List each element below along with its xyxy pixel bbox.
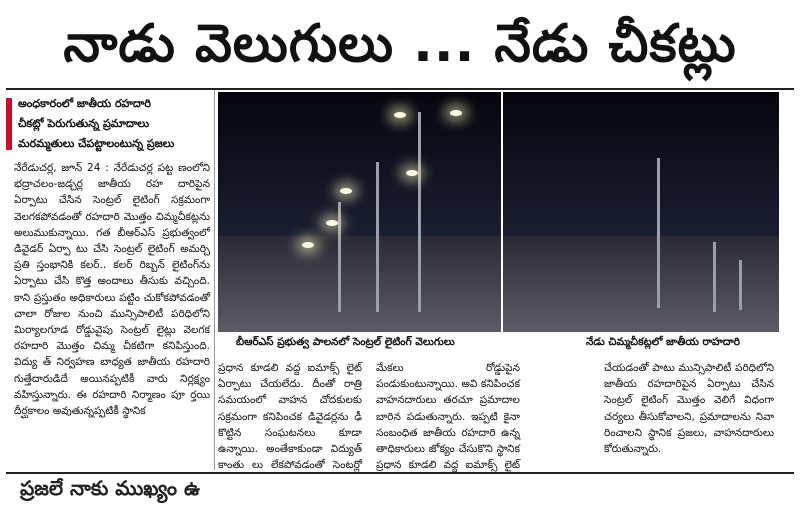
street-pole: [739, 260, 742, 310]
article-column-2-text: ప్రధాన కూడలి వద్ద ఐమాక్స్ లైట్ ఏర్పాటు చేయలేదు. దీంతో రాత్రి సమయంలో వాహన చోదకులకు సక్రమంగా కనిపించక డివైడర్లను ఢీ కొట్టిన సంఘటనలు కూడా ఉన్నాయి. అంతేకాకుండా విద్యుత్ కాంతు లు లేకపోవడంతో సెంటర్లో: [218, 362, 362, 472]
article-column-4-text: చేయడంతో పాటు మున్సిపాలిటీ పరిధిలోని జాతీయ రహదారిపైన ఏర్పాటు చేసిన సెంట్రల్ లైటింగ్ మొత్తం వెలిగే విధంగా చర్యలు తీసుకోవాలని, ప్రమాదాలను నివా రించాలని స్థానిక ప్రజలు, వాహనదారులు కోరుతున్నారు.: [604, 362, 774, 456]
article-column-4: [604, 360, 774, 470]
photo1-caption: బీఆర్ఎస్ ప్రభుత్వ పాలనలో సెంట్రల్ లైటింగ్ వెలుగులు: [236, 336, 455, 348]
photo-sky: [503, 92, 779, 236]
article-column-1-text: నేరేడుచర్ల, జూన్ 24 : నేరేడుచర్ల పట్ట ణంలోని భద్రాచలం-జడ్చర్ల జాతీయ రహ దారిపైన ఏర్పాటు చేసిన సెంట్రల్ లైటింగ్ సక్రమంగా వెలగకపోవడంతో రహదారి మొత్తం చిమ్మచీకట్లను అలుముకున్నాయి. గత బీఆర్ఎస్ ప్రభుత్వంలో డివైడర్ ఏర్పా టు చేసి సెంట్రల్ లైటింగ్ అమర్చి ప్రతి స్తంభానికి కలర్.. కలర్ రిబ్బన్ లైటింగ్‌ను ఏర్పాటు చేసి కొత్త అందాలు తీసుకు వచ్చింది. కాని ప్రస్తుతం అధికారులు పట్టిం చుకోకపోవడంతో చాలా రోజుల నుంచి మున్సిపాలిటీ పరిధిలోని మిర్యాలగూడ రోడ్డువైపు సెంట్రల్ లైట్లు వెలగక రహదారి మొత్తం చిమ్మ చీకటిగా కనిపిస్తుంది. విద్యు త్ నిర్వహణ బాధ్యత జాతీయ రహదారి గుత్తేదారుడిదే అయినప్పటికీ వారు నిర్లక్ష్యం వహిస్తున్నారు. ఈ రహదారి నిర్మాణం పూ ర్తయి దీర్ఘకాలం అవుతున్నప్పటికీ స్థానిక: [14, 162, 210, 418]
street-pole: [376, 162, 379, 312]
subhead-line-1: అంధకారంలో జాతీయ రహదారి: [18, 97, 151, 110]
street-lamp: [326, 220, 338, 226]
photo2-caption: నేడు చిమ్మచీకట్లలో జాతీయ రాహదారి: [586, 336, 740, 348]
subhead: [18, 94, 214, 154]
next-article-headline-fragment: ప్రజలే నాకు ముఖ్యం ఉ: [20, 476, 200, 500]
article-column-3: [376, 360, 520, 470]
article-column-3-text: మేకలు రోడ్డుపైన పండుకుంటున్నాయి. అవి కనిపించక వాహనదారులు తరచూ ప్రమాదాల బారిన పడుతున్నారు. ఇప్పటి కైనా సంబంధిత జాతీయ రహదారి ఉన్న తాధికారులు జోక్యం చేసుకొని స్థానిక ప్రధాన కూడలి వద్ద ఐమాక్స్ లైట్: [376, 362, 520, 472]
street-pole: [418, 112, 421, 312]
street-pole: [657, 158, 660, 308]
subhead-accent-bar: [6, 98, 12, 150]
street-lamp: [302, 242, 314, 248]
street-pole: [713, 242, 716, 312]
article-column-2: [218, 360, 362, 470]
photo-road: [218, 236, 501, 332]
article-column-1: [14, 160, 210, 468]
photo-lit-road: [218, 92, 501, 332]
headline: నాడు వెలుగులు ... నేడు చీకట్లు: [63, 14, 737, 74]
street-lamp: [450, 110, 462, 116]
next-article-strip: [0, 474, 800, 500]
street-lamp: [340, 188, 352, 194]
headline-rule: [6, 88, 794, 90]
street-lamp: [394, 112, 406, 118]
subhead-line-2: చీకట్లో పెరుగుతున్న ప్రమాదాలు: [18, 117, 150, 130]
subhead-line-3: మరమ్మతులు చేపట్టాలంటున్న ప్రజలు: [18, 137, 175, 150]
street-pole: [338, 202, 341, 312]
street-lamp: [406, 170, 418, 176]
column-divider: [214, 90, 215, 470]
photo-road: [503, 236, 779, 332]
photo-dark-road: [503, 92, 779, 332]
